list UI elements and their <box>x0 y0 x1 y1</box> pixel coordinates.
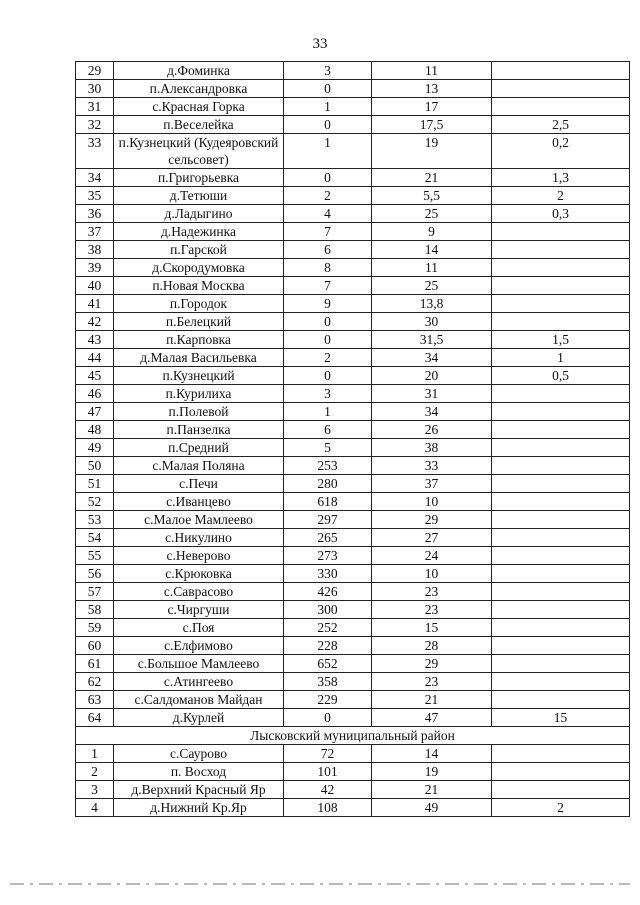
table-row <box>76 565 630 583</box>
value-a-cell: 330 <box>284 565 372 583</box>
table-row <box>76 421 630 439</box>
value-a-cell: 9 <box>284 295 372 313</box>
value-a-cell: 108 <box>284 799 372 817</box>
table-body <box>76 62 630 817</box>
value-b-cell: 17,5 <box>372 116 492 134</box>
settlement-name-cell: с.Красная Горка <box>114 98 284 116</box>
value-a-cell: 3 <box>284 62 372 80</box>
table-row <box>76 673 630 691</box>
value-c-cell: 2,5 <box>492 116 630 134</box>
table-row <box>76 511 630 529</box>
value-a-cell: 6 <box>284 241 372 259</box>
row-number-cell: 44 <box>76 349 114 367</box>
value-c-cell <box>492 259 630 277</box>
table-row <box>76 583 630 601</box>
value-a-cell: 265 <box>284 529 372 547</box>
settlement-name-cell: п.Новая Москва <box>114 277 284 295</box>
table-row <box>76 655 630 673</box>
value-c-cell <box>492 80 630 98</box>
value-c-cell <box>492 475 630 493</box>
value-a-cell: 0 <box>284 169 372 187</box>
row-number-cell: 46 <box>76 385 114 403</box>
settlement-name-cell: д.Скородумовка <box>114 259 284 277</box>
scan-artifact-line <box>0 882 640 886</box>
row-number-cell: 36 <box>76 205 114 223</box>
value-a-cell: 229 <box>284 691 372 709</box>
value-c-cell <box>492 385 630 403</box>
settlement-name-cell: п.Карповка <box>114 331 284 349</box>
settlement-name-cell: с.Елфимово <box>114 637 284 655</box>
row-number-cell: 49 <box>76 439 114 457</box>
table-row <box>76 295 630 313</box>
row-number-cell: 35 <box>76 187 114 205</box>
settlement-name-cell: д.Тетюши <box>114 187 284 205</box>
table-row <box>76 80 630 98</box>
row-number-cell: 4 <box>76 799 114 817</box>
value-a-cell: 101 <box>284 763 372 781</box>
row-number-cell: 30 <box>76 80 114 98</box>
value-c-cell: 2 <box>492 799 630 817</box>
value-c-cell <box>492 547 630 565</box>
settlement-name-cell: с.Саурово <box>114 745 284 763</box>
table-row <box>76 601 630 619</box>
value-b-cell: 27 <box>372 529 492 547</box>
value-c-cell: 0,2 <box>492 134 630 169</box>
settlement-name-cell: с.Малая Поляна <box>114 457 284 475</box>
row-number-cell: 58 <box>76 601 114 619</box>
value-b-cell: 49 <box>372 799 492 817</box>
value-c-cell <box>492 295 630 313</box>
value-b-cell: 19 <box>372 134 492 169</box>
value-b-cell: 23 <box>372 583 492 601</box>
row-number-cell: 2 <box>76 763 114 781</box>
row-number-cell: 47 <box>76 403 114 421</box>
value-c-cell: 0,5 <box>492 367 630 385</box>
table-row <box>76 457 630 475</box>
value-b-cell: 33 <box>372 457 492 475</box>
value-a-cell: 300 <box>284 601 372 619</box>
row-number-cell: 43 <box>76 331 114 349</box>
value-b-cell: 31,5 <box>372 331 492 349</box>
value-a-cell: 228 <box>284 637 372 655</box>
row-number-cell: 33 <box>76 134 114 169</box>
table-row <box>76 799 630 817</box>
section-row <box>76 727 630 745</box>
value-b-cell: 5,5 <box>372 187 492 205</box>
row-number-cell: 56 <box>76 565 114 583</box>
settlement-name-cell: д.Ладыгино <box>114 205 284 223</box>
value-a-cell: 297 <box>284 511 372 529</box>
value-a-cell: 0 <box>284 367 372 385</box>
settlement-name-cell: д.Курлей <box>114 709 284 727</box>
row-number-cell: 53 <box>76 511 114 529</box>
row-number-cell: 32 <box>76 116 114 134</box>
settlement-name-cell: п.Белецкий <box>114 313 284 331</box>
settlement-name-cell: п.Панзелка <box>114 421 284 439</box>
row-number-cell: 37 <box>76 223 114 241</box>
settlement-name-cell: с.Неверово <box>114 547 284 565</box>
value-b-cell: 11 <box>372 259 492 277</box>
value-c-cell <box>492 98 630 116</box>
settlement-name-cell: с.Атингеево <box>114 673 284 691</box>
value-b-cell: 23 <box>372 601 492 619</box>
table-row <box>76 709 630 727</box>
table-row <box>76 385 630 403</box>
value-b-cell: 21 <box>372 169 492 187</box>
table-row <box>76 763 630 781</box>
value-c-cell <box>492 529 630 547</box>
value-a-cell: 253 <box>284 457 372 475</box>
value-c-cell <box>492 439 630 457</box>
settlement-name-cell: п.Александровка <box>114 80 284 98</box>
value-c-cell: 2 <box>492 187 630 205</box>
value-b-cell: 38 <box>372 439 492 457</box>
value-a-cell: 2 <box>284 349 372 367</box>
value-c-cell <box>492 565 630 583</box>
table-row <box>76 116 630 134</box>
value-a-cell: 0 <box>284 331 372 349</box>
table-row <box>76 529 630 547</box>
value-c-cell <box>492 763 630 781</box>
value-c-cell: 1,3 <box>492 169 630 187</box>
table-row <box>76 331 630 349</box>
value-c-cell <box>492 421 630 439</box>
settlement-name-cell: п.Курилиха <box>114 385 284 403</box>
row-number-cell: 51 <box>76 475 114 493</box>
value-b-cell: 13,8 <box>372 295 492 313</box>
settlement-name-cell: п.Веселейка <box>114 116 284 134</box>
settlement-name-cell: п.Кузнецкий (Кудеяровский сельсовет) <box>114 134 284 169</box>
settlement-name-cell: п.Гарской <box>114 241 284 259</box>
value-b-cell: 14 <box>372 745 492 763</box>
value-c-cell <box>492 655 630 673</box>
table-row <box>76 349 630 367</box>
value-a-cell: 0 <box>284 80 372 98</box>
value-a-cell: 252 <box>284 619 372 637</box>
value-c-cell: 1,5 <box>492 331 630 349</box>
value-a-cell: 0 <box>284 116 372 134</box>
row-number-cell: 41 <box>76 295 114 313</box>
table-row <box>76 781 630 799</box>
value-b-cell: 30 <box>372 313 492 331</box>
row-number-cell: 31 <box>76 98 114 116</box>
value-c-cell <box>492 583 630 601</box>
value-b-cell: 15 <box>372 619 492 637</box>
table-row <box>76 98 630 116</box>
value-b-cell: 29 <box>372 511 492 529</box>
value-a-cell: 4 <box>284 205 372 223</box>
value-b-cell: 10 <box>372 493 492 511</box>
table-row <box>76 205 630 223</box>
value-b-cell: 23 <box>372 673 492 691</box>
settlement-name-cell: с.Чиргуши <box>114 601 284 619</box>
table-row <box>76 547 630 565</box>
value-c-cell: 1 <box>492 349 630 367</box>
settlement-name-cell: д.Малая Васильевка <box>114 349 284 367</box>
table-row <box>76 475 630 493</box>
value-c-cell <box>492 241 630 259</box>
value-a-cell: 0 <box>284 313 372 331</box>
value-a-cell: 1 <box>284 403 372 421</box>
value-a-cell: 273 <box>284 547 372 565</box>
settlement-name-cell: д.Нижний Кр.Яр <box>114 799 284 817</box>
row-number-cell: 29 <box>76 62 114 80</box>
row-number-cell: 40 <box>76 277 114 295</box>
value-b-cell: 19 <box>372 763 492 781</box>
value-b-cell: 25 <box>372 205 492 223</box>
row-number-cell: 48 <box>76 421 114 439</box>
row-number-cell: 45 <box>76 367 114 385</box>
settlement-name-cell: п.Полевой <box>114 403 284 421</box>
row-number-cell: 42 <box>76 313 114 331</box>
value-b-cell: 29 <box>372 655 492 673</box>
table-row <box>76 277 630 295</box>
table-row <box>76 134 630 169</box>
value-c-cell <box>492 62 630 80</box>
settlement-name-cell: п. Восход <box>114 763 284 781</box>
value-b-cell: 11 <box>372 62 492 80</box>
row-number-cell: 3 <box>76 781 114 799</box>
settlement-name-cell: с.Поя <box>114 619 284 637</box>
table-row <box>76 403 630 421</box>
value-a-cell: 0 <box>284 709 372 727</box>
value-a-cell: 7 <box>284 223 372 241</box>
table-row <box>76 241 630 259</box>
row-number-cell: 52 <box>76 493 114 511</box>
value-b-cell: 21 <box>372 781 492 799</box>
table-row <box>76 619 630 637</box>
row-number-cell: 54 <box>76 529 114 547</box>
value-c-cell <box>492 637 630 655</box>
row-number-cell: 39 <box>76 259 114 277</box>
value-c-cell <box>492 493 630 511</box>
settlement-name-cell: с.Крюковка <box>114 565 284 583</box>
value-b-cell: 25 <box>372 277 492 295</box>
value-a-cell: 358 <box>284 673 372 691</box>
table-row <box>76 367 630 385</box>
value-a-cell: 5 <box>284 439 372 457</box>
row-number-cell: 63 <box>76 691 114 709</box>
settlement-name-cell: с.Никулино <box>114 529 284 547</box>
value-a-cell: 1 <box>284 134 372 169</box>
value-a-cell: 1 <box>284 98 372 116</box>
value-b-cell: 24 <box>372 547 492 565</box>
value-a-cell: 280 <box>284 475 372 493</box>
value-b-cell: 31 <box>372 385 492 403</box>
table-row <box>76 223 630 241</box>
value-b-cell: 14 <box>372 241 492 259</box>
value-a-cell: 8 <box>284 259 372 277</box>
value-a-cell: 3 <box>284 385 372 403</box>
table-row <box>76 187 630 205</box>
table-row <box>76 691 630 709</box>
settlement-name-cell: с.Малое Мамлеево <box>114 511 284 529</box>
settlements-table <box>75 61 630 817</box>
table-row <box>76 745 630 763</box>
table-row <box>76 313 630 331</box>
value-b-cell: 9 <box>372 223 492 241</box>
value-c-cell <box>492 781 630 799</box>
value-c-cell <box>492 457 630 475</box>
row-number-cell: 38 <box>76 241 114 259</box>
settlement-name-cell: с.Большое Мамлеево <box>114 655 284 673</box>
section-title: Лысковский муниципальный район <box>76 727 630 745</box>
value-a-cell: 652 <box>284 655 372 673</box>
row-number-cell: 61 <box>76 655 114 673</box>
settlement-name-cell: п.Григорьевка <box>114 169 284 187</box>
value-c-cell <box>492 313 630 331</box>
value-c-cell <box>492 673 630 691</box>
settlement-name-cell: с.Иванцево <box>114 493 284 511</box>
value-b-cell: 34 <box>372 403 492 421</box>
value-b-cell: 34 <box>372 349 492 367</box>
table-row <box>76 637 630 655</box>
settlement-name-cell: п.Средний <box>114 439 284 457</box>
value-b-cell: 26 <box>372 421 492 439</box>
value-c-cell <box>492 745 630 763</box>
settlement-name-cell: д.Надежинка <box>114 223 284 241</box>
row-number-cell: 55 <box>76 547 114 565</box>
settlement-name-cell: с.Саврасово <box>114 583 284 601</box>
row-number-cell: 59 <box>76 619 114 637</box>
row-number-cell: 50 <box>76 457 114 475</box>
value-a-cell: 42 <box>284 781 372 799</box>
value-b-cell: 17 <box>372 98 492 116</box>
table-row <box>76 169 630 187</box>
value-a-cell: 2 <box>284 187 372 205</box>
row-number-cell: 64 <box>76 709 114 727</box>
value-a-cell: 426 <box>284 583 372 601</box>
table-row <box>76 493 630 511</box>
settlement-name-cell: д.Верхний Красный Яр <box>114 781 284 799</box>
value-a-cell: 6 <box>284 421 372 439</box>
row-number-cell: 34 <box>76 169 114 187</box>
value-c-cell <box>492 277 630 295</box>
table-row <box>76 439 630 457</box>
value-c-cell <box>492 511 630 529</box>
value-b-cell: 37 <box>372 475 492 493</box>
row-number-cell: 1 <box>76 745 114 763</box>
value-c-cell <box>492 601 630 619</box>
value-b-cell: 21 <box>372 691 492 709</box>
value-b-cell: 28 <box>372 637 492 655</box>
page-number: 33 <box>312 36 328 52</box>
value-b-cell: 20 <box>372 367 492 385</box>
value-c-cell: 0,3 <box>492 205 630 223</box>
value-b-cell: 10 <box>372 565 492 583</box>
settlement-name-cell: п.Городок <box>114 295 284 313</box>
value-b-cell: 13 <box>372 80 492 98</box>
value-c-cell <box>492 403 630 421</box>
value-a-cell: 72 <box>284 745 372 763</box>
value-c-cell <box>492 619 630 637</box>
row-number-cell: 57 <box>76 583 114 601</box>
table-row <box>76 259 630 277</box>
settlement-name-cell: с.Салдоманов Майдан <box>114 691 284 709</box>
value-c-cell: 15 <box>492 709 630 727</box>
value-b-cell: 47 <box>372 709 492 727</box>
table-row <box>76 62 630 80</box>
settlement-name-cell: с.Печи <box>114 475 284 493</box>
row-number-cell: 62 <box>76 673 114 691</box>
row-number-cell: 60 <box>76 637 114 655</box>
value-a-cell: 7 <box>284 277 372 295</box>
settlement-name-cell: п.Кузнецкий <box>114 367 284 385</box>
value-c-cell <box>492 223 630 241</box>
value-c-cell <box>492 691 630 709</box>
settlement-name-cell: д.Фоминка <box>114 62 284 80</box>
value-a-cell: 618 <box>284 493 372 511</box>
